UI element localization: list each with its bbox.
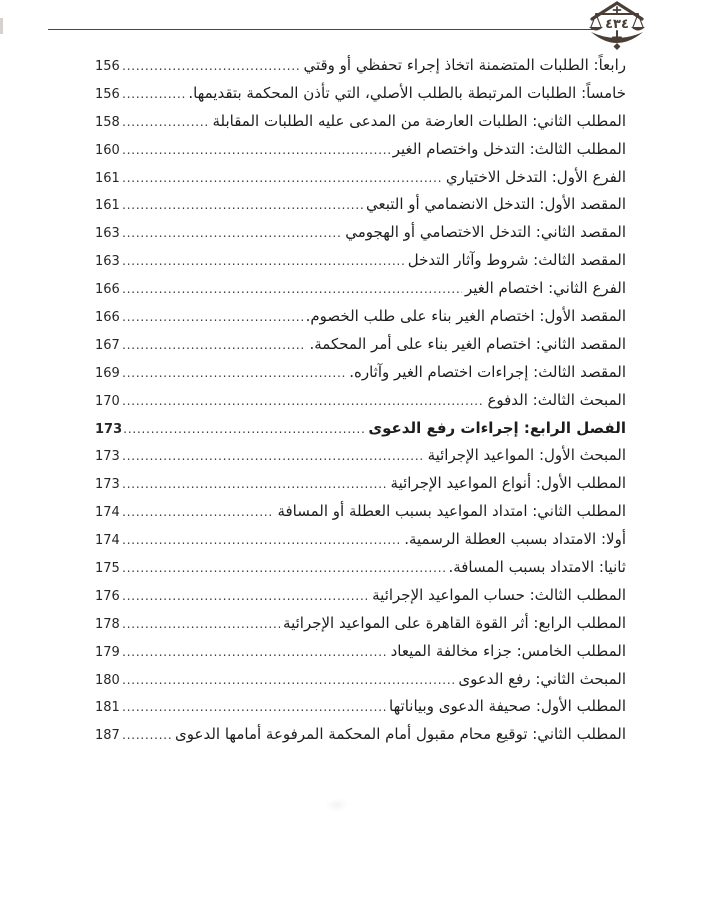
dot-leader [122,470,388,498]
dot-leader [122,442,425,470]
toc-entry [95,387,626,415]
dot-leader [122,191,363,219]
toc-entry [95,498,626,526]
dot-leader [122,108,209,136]
dot-leader [122,52,300,80]
toc-entry-title: الفرع الأول: التدخل الاختياري [445,167,626,186]
toc-entry-title: المطلب الأول: أنواع المواعيد الإجرائية [390,474,626,493]
dot-leader [122,666,455,694]
toc-entry [95,554,626,582]
faint-smudge [325,798,349,812]
dot-leader [122,80,185,108]
toc-entry-page: 156 [95,86,120,102]
dot-leader [123,415,365,443]
toc-entry-title: المبحث الثاني: رفع الدعوى [458,669,626,688]
toc-entry-title: المقصد الثالث: شروط وآثار التدخل [407,251,626,270]
toc-entry-title: ثانيا: الامتداد بسبب المسافة. [448,558,626,577]
toc-entry-title: المقصد الثاني: اختصام الغير بناء على أمر المحكمة. [309,334,626,353]
toc-entry-title: المقصد الأول: التدخل الانضمامي أو التبعي [365,195,626,214]
toc-entry-title: المطلب الأول: صحيفة الدعوى وبياناتها [389,697,626,716]
toc-entry-page: 160 [95,142,120,158]
toc-entry [95,526,626,554]
page-number-badge: ٤٣٤ [605,17,629,32]
toc-entry [95,666,626,694]
dot-leader [122,247,405,275]
toc-entry-page: 174 [95,505,120,521]
toc-entry [95,136,626,164]
toc-entry [95,191,626,219]
toc-entry-page: 174 [95,533,120,549]
dot-leader [122,498,274,526]
toc-entry-page: 179 [95,644,120,660]
toc-entry-page: 167 [95,337,120,353]
toc-entry-page: 158 [95,114,120,130]
dot-leader [122,721,172,749]
toc-entry [95,303,626,331]
dot-leader [122,693,386,721]
toc-entry-title: المقصد الأول: اختصام الغير بناء على طلب الخصوم. [305,307,626,326]
toc-entry [95,52,626,80]
dot-leader [122,275,462,303]
dot-leader [122,610,280,638]
dot-leader [122,359,346,387]
toc-entry-page: 181 [95,700,120,716]
toc-entry [95,638,626,666]
toc-entry-page: 176 [95,588,120,604]
toc-entry-title: المطلب الثاني: توقيع محام مقبول أمام المحكمة المرفوعة أمامها الدعوى [175,725,626,744]
dot-leader [122,219,342,247]
dot-leader [122,526,401,554]
toc-entry-title: المطلب الرابع: أثر القوة القاهرة على المواعيد الإجرائية [283,613,626,632]
toc-entry-page: 178 [95,616,120,632]
toc-entry [95,721,626,749]
dot-leader [122,136,390,164]
toc-entry-title: المبحث الأول: المواعيد الإجرائية [427,446,626,465]
toc-entry [95,219,626,247]
toc-entry-page: 187 [95,728,120,744]
toc-entry-page: 163 [95,226,120,242]
toc-entry [95,415,626,443]
toc-entry [95,442,626,470]
toc-entry-title: المقصد الثاني: التدخل الاختصامي أو الهجومي [345,223,626,242]
dot-leader [122,331,306,359]
toc-entry [95,359,626,387]
dot-leader [122,164,443,192]
toc-entry [95,693,626,721]
toc-entry-page: 169 [95,365,120,381]
header-rule [48,29,593,30]
toc-entry-title: رابعاً: الطلبات المتضمنة اتخاذ إجراء تحفظي أو وقتي [303,56,626,74]
dot-leader [122,303,303,331]
toc-entry-page: 170 [95,393,120,409]
toc-entry-page: 161 [95,170,120,186]
dot-leader [122,554,445,582]
toc-entry [95,582,626,610]
toc-entry [95,275,626,303]
toc-entry-title: المطلب الثالث: حساب المواعيد الإجرائية [372,585,626,604]
dot-leader [122,638,388,666]
toc-entry-page: 180 [95,672,120,688]
toc-entry [95,80,626,108]
toc-entry-page: 161 [95,198,120,214]
toc-entry-page: 163 [95,254,120,270]
toc-entry-page: 166 [95,282,120,298]
toc-entry-page: 156 [95,59,120,74]
toc-entry-title: المبحث الثالث: الدفوع [487,390,626,409]
toc-entry [95,331,626,359]
toc-entry-page: 173 [95,421,123,437]
toc-entry-title: الفرع الثاني: اختصام الغير [464,279,626,298]
toc-entry-title: المطلب الثاني: امتداد المواعيد بسبب العطلة أو المسافة [277,502,626,521]
toc-entry-title: الفصل الرابع: إجراءات رفع الدعوى [368,418,626,437]
toc-entry [95,470,626,498]
toc-entry-title: المطلب الخامس: جزاء مخالفة الميعاد [390,641,626,660]
dot-leader [122,387,484,415]
toc-entry-page: 173 [95,449,120,465]
toc-entry-page: 166 [95,310,120,326]
scan-artifact [0,18,3,34]
dot-leader [122,582,369,610]
toc-entry-page: 173 [95,477,120,493]
toc-entry [95,164,626,192]
toc-entry-title: خامساً: الطلبات المرتبطة بالطلب الأصلي، التي تأذن المحكمة بتقديمها. [188,83,626,102]
toc-list [95,52,626,749]
toc-entry-title: المطلب الثاني: الطلبات العارضة من المدعى عليه الطلبات المقابلة [212,111,626,130]
toc-entry-page: 175 [95,561,120,577]
toc-entry [95,108,626,136]
toc-entry-title: المطلب الثالث: التدخل واختصام الغير [392,139,626,158]
toc-entry-title: المقصد الثالث: إجراءات اختصام الغير وآثاره. [349,362,626,381]
toc-entry [95,247,626,275]
scales-of-justice-icon [589,1,645,51]
toc-entry [95,610,626,638]
toc-entry-title: أولا: الامتداد بسبب العطلة الرسمية. [404,530,626,549]
